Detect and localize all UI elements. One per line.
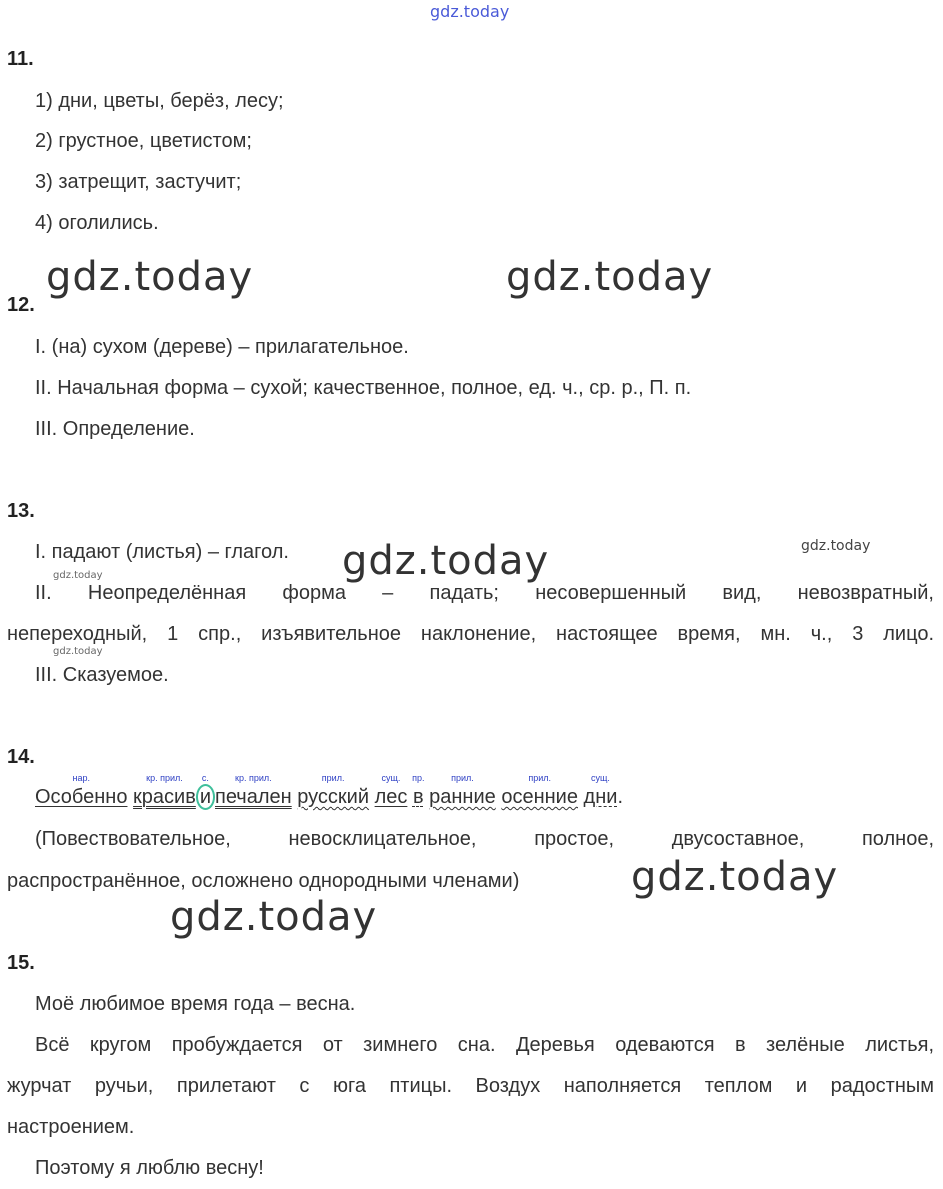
task-11-line-1: 1) дни, цветы, берёз, лесу;: [35, 90, 284, 112]
task-15-number: 15.: [7, 952, 35, 974]
word-adj-1: русский прил.: [297, 773, 370, 808]
task-15-para-2c: настроением.: [7, 1116, 135, 1138]
task-11-line-4: 4) оголились.: [35, 212, 159, 234]
watermark-big-2: gdz.today: [506, 254, 714, 300]
word-short-adj-1: красив кр. прил.: [133, 773, 196, 808]
watermark-big-5: gdz.today: [170, 894, 378, 940]
word-noun-1: лес сущ.: [374, 773, 408, 808]
watermark-big-3: gdz.today: [342, 538, 550, 584]
word-label: кр. прил.: [146, 773, 183, 783]
watermark-tiny-2: gdz.today: [53, 646, 103, 657]
word-label: прил.: [321, 773, 345, 783]
word-label: прил.: [528, 773, 551, 783]
task-13-number: 13.: [7, 500, 35, 522]
watermark-big-4: gdz.today: [631, 854, 839, 900]
word-adj-3: осенние прил.: [501, 773, 578, 808]
word-label: пр.: [412, 773, 425, 783]
task-15-para-2b: журчат ручьи, прилетают с юга птицы. Воздух наполняется теплом и радостным: [7, 1075, 934, 1097]
task-11-number: 11.: [7, 48, 34, 70]
task-12-line-3: III. Определение.: [35, 418, 195, 440]
task-13-line-3: III. Сказуемое.: [35, 664, 169, 686]
sentence-end: .: [617, 786, 623, 808]
task-13-line-2a: II. Неопределённая форма – падать; несовершенный вид, невозвратный,: [35, 582, 934, 604]
word-conjunction: и с.: [196, 784, 215, 810]
task-14-desc-1: (Повествовательное, невосклицательное, простое, двусоставное, полное,: [35, 828, 934, 850]
word-label: кр. прил.: [235, 773, 272, 783]
word-noun-2: дни сущ.: [583, 773, 618, 808]
task-13-line-1: I. падают (листья) – глагол.: [35, 541, 289, 563]
task-12-line-1: I. (на) сухом (дереве) – прилагательное.: [35, 336, 409, 358]
word-label: нар.: [72, 773, 90, 783]
task-11-line-2: 2) грустное, цветистом;: [35, 130, 252, 152]
task-15-para-2a: Всё кругом пробуждается от зимнего сна. Деревья одеваются в зелёные листья,: [35, 1034, 934, 1056]
parsed-sentence: [35, 773, 623, 810]
word-label: с.: [201, 773, 209, 783]
word-adj-2: ранние прил.: [429, 773, 496, 808]
task-15-para-1: Моё любимое время года – весна.: [35, 993, 356, 1015]
word-adverb: Особенно нар.: [35, 773, 128, 808]
word-label: сущ.: [591, 773, 610, 783]
word-label: прил.: [451, 773, 474, 783]
task-11-line-3: 3) затрещит, застучит;: [35, 171, 242, 193]
task-12-line-2: II. Начальная форма – сухой; качественное, полное, ед. ч., ср. р., П. п.: [35, 377, 692, 399]
watermark-small: gdz.today: [801, 538, 871, 554]
watermark-tiny-1: gdz.today: [53, 570, 103, 581]
word-preposition: в пр.: [412, 773, 425, 808]
task-14-number: 14.: [7, 746, 35, 768]
word-label: сущ.: [381, 773, 401, 783]
task-12-number: 12.: [7, 294, 35, 316]
task-13-line-2b: непереходный, 1 спр., изъявительное наклонение, настоящее время, мн. ч., 3 лицо.: [7, 623, 934, 645]
watermark-big-1: gdz.today: [46, 254, 254, 300]
word-short-adj-2: печален кр. прил.: [215, 773, 292, 808]
task-15-para-3: Поэтому я люблю весну!: [35, 1157, 264, 1179]
task-14-desc-2: распространённое, осложнено однородными членами): [7, 870, 520, 892]
watermark-top: gdz.today: [430, 2, 510, 21]
